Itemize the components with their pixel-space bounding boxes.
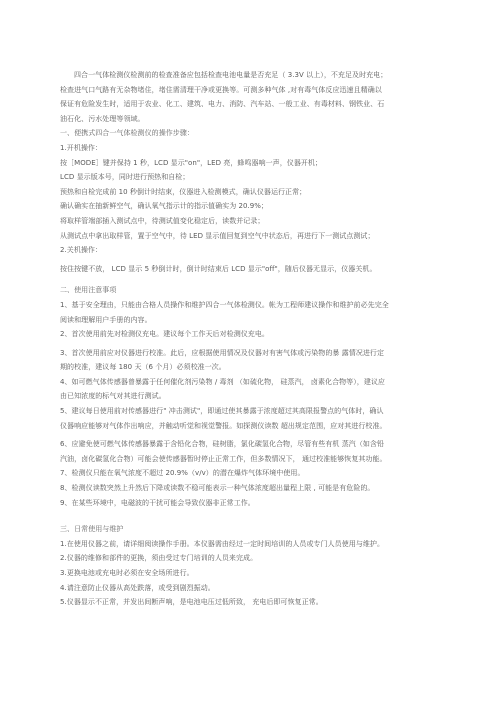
intro-line: 检查进气口气路有无杂物堵住，堵住需清理干净或更换等。可测多种气体 ,对有毒气体反应迅速且精确以 [60, 85, 382, 94]
note-line: 6、应避免使可燃气体传感器暴露于含铅化合物，硅树脂，氯化碳氢化合物，尽管有些有机 蒸汽（如含铅 [60, 440, 385, 449]
section-1-title: 一、便携式四合一气体检测仪的操作步骤： [60, 129, 194, 138]
section-2-title: 二、使用注意事项 [60, 286, 117, 295]
section-operation [60, 126, 446, 276]
note-line: 由已知浓度的标气对其进行测试。 [60, 392, 166, 401]
maintenance-line: 3.更换电池或充电时必须在安全场所进行。 [60, 569, 194, 577]
step-line: LCD 显示版本号，同时进行预热和自检； [60, 173, 190, 182]
step-line: 从测试点中拿出取样管，置于空气中，待 LED 显示值回复到空气中状态后，再进行下一测试点测试； [60, 231, 375, 240]
maintenance-line: 1.在使用仪器之前，请详细阅读操作手册。本仪器需由经过一定时间培训的人员或专门人员使用与维护。 [60, 539, 385, 548]
intro-line: 四合一气体检测仪检测前的检查准备应包括检查电池电量是否充足（ 3.3V 以上），不充足及时充电； [74, 71, 388, 79]
intro-paragraph [60, 68, 446, 126]
note-line: 7、检测仪只能在氧气浓度不超过 20.9%（v/v）的潜在爆炸气体环境中使用。 [60, 469, 305, 478]
note-line: 2、首次使用前先对检测仪充电。建议每个工作天后对检测仪充电。 [60, 330, 269, 339]
step-line: 1.开机操作： [60, 143, 103, 152]
note-line: 3、首次使用前应对仪器进行校准。此后，应根据使用情况及仪器对有害气体或污染物的暴 露情况进行定 [60, 348, 385, 357]
maintenance-line: 4.请注意防止仪器从高处跌落，或受到剧烈振动。 [60, 583, 215, 592]
section-precautions [60, 283, 446, 510]
step-line: 按［MODE］键并保持 1 秒，LCD 显示"on"，LED 亮，蜂鸣器响一声，仪器开机； [60, 158, 323, 167]
step-line: 按住按键不放， LCD 显示 5 秒倒计时，倒计时结束后 LCD 显示"off"，随后仪器无显示，仪器关机。 [60, 264, 377, 273]
intro-line: 保证有危险发生时，适用于农业、化工、建筑、电力、消防、汽车站、一般工业、有毒材料、钢铁业、石 [60, 100, 385, 109]
note-line: 仪器响应能够对气体作出响应，并触动听觉和视觉警报。如探测仪读数 超出规定范围，应对其进行校准。 [60, 421, 387, 430]
maintenance-line: 2.仪器的维修和部件的更换，须由受过专门培训的人员来完成。 [60, 554, 258, 563]
note-line: 1、基于安全理由，只能由合格人员操作和维护四合一气体检测仪。帐为工程师建议操作和维护前必先完全 [60, 300, 389, 309]
step-line: 确认确实在抽新鲜空气，确认氧气指示计的指示值确实为 20.9%； [60, 202, 269, 211]
note-line: 5、建议每日使用前对传感器进行" 冲击测试"，即通过使其暴露于浓度超过其高限报警点的气体时，确认 [60, 407, 384, 416]
step-line: 将取样管端部插入测试点中，待测试值变化稳定后，读数并记录； [60, 216, 265, 225]
maintenance-line: 5.仪器显示不正常，并发出间断声响，是电池电压过低所致， 充电后即可恢复正常。 [60, 598, 323, 607]
section-3-title: 三、日常使用与维护 [60, 525, 124, 534]
note-line: 阅读和理解用户手册的内容。 [60, 315, 152, 324]
note-line: 9、在某些环境中，电磁波的干扰可能会导致仪器非正常工作。 [60, 498, 255, 507]
step-line: 2.关机操作： [60, 246, 103, 255]
intro-line: 油石化、污水处理等领域。 [60, 114, 145, 123]
note-line: 汽油，卤化碳氢化合物）可能会使传感器暂时停止正常工作，但多数情况下， 通过校准能够恢复其功能。 [60, 454, 387, 463]
section-maintenance [60, 522, 446, 610]
note-line: 8、检测仪读数突然上升然后下降或读数不稳可能表示一种气体浓度超出量程上限 , 可能是有危险的。 [60, 484, 375, 493]
step-line: 预热和自检完成前 10 秒倒计时结束，仪器进入检测模式，确认仪器运行正常； [60, 187, 307, 196]
note-line: 4、如可燃气体传感器曾暴露于任何催化剂污染物 / 毒剂 （如硫化物， 硅蒸汽， 卤素化合物等），建议应 [60, 377, 385, 386]
note-line: 期的校准，建议每 180 天（6 个月）必须校准一次。 [60, 363, 226, 372]
